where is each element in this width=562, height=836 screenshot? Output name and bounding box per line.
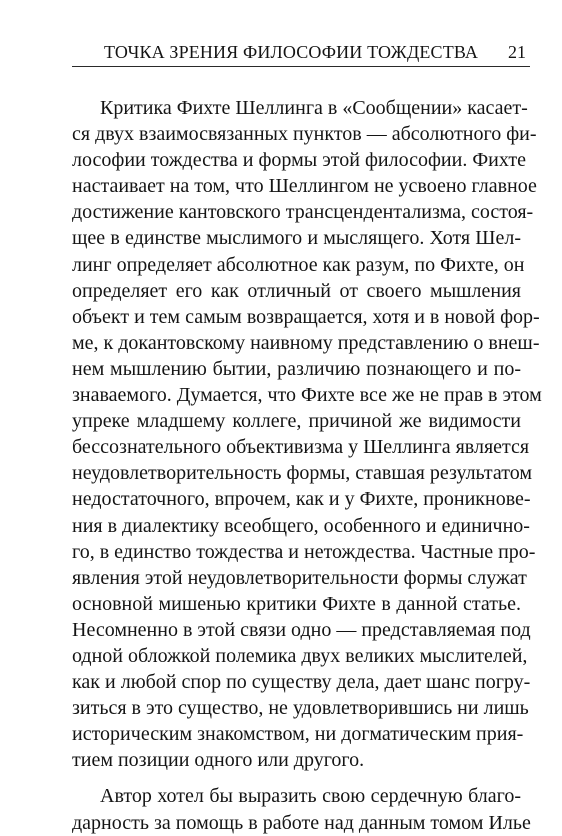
text-line: упреке младшему коллеге, причиной же видимости: [72, 410, 521, 433]
text-line: ме, к докантовскому наивному представлению о внеш-: [72, 331, 540, 354]
paragraph-2: [72, 783, 531, 835]
text-line: недостаточного, впрочем, как и у Фихте, проникнове-: [72, 488, 531, 511]
running-head: [72, 42, 530, 68]
text-line: щее в единстве мыслимого и мыслящего. Хотя Шел-: [72, 227, 521, 250]
text-line: дарность за помощь в работе над данным томом Илье: [72, 811, 531, 834]
body-text: [72, 95, 542, 836]
text-line: историческим знакомством, ни догматическим прия-: [72, 723, 524, 746]
text-line: достижение кантовского трансцендентализма, состоя-: [72, 201, 534, 224]
text-line: линг определяет абсолютное как разум, по Фихте, он: [72, 253, 525, 276]
text-line: зиться в это существо, не удовлетворившись ни лишь: [72, 697, 529, 720]
text-line: бессознательного объективизма у Шеллинга является: [72, 436, 530, 459]
text-line: объект и тем самым возвращается, хотя и в новой фор-: [72, 305, 540, 328]
header-rule: [72, 66, 530, 67]
text-line: как и любой спор по существу дела, дает шанс погру-: [72, 671, 531, 694]
page-number: 21: [508, 42, 526, 62]
text-line: Критика Фихте Шеллинга в «Сообщении» касает-: [100, 97, 528, 119]
text-line: тием позиции одного или другого.: [72, 749, 365, 772]
paragraph-1: [72, 95, 542, 773]
text-line: го, в единство тождества и нетождества. Частные про-: [72, 540, 536, 563]
running-title: ТОЧКА ЗРЕНИЯ ФИЛОСОФИИ ТОЖДЕСТВА: [104, 42, 479, 62]
text-line: основной мишенью критики Фихте в данной статье.: [72, 592, 521, 615]
text-line: ния в диалектику всеобщего, особенного и единично-: [72, 514, 530, 537]
text-line: одной обложкой полемика двух великих мыслителей,: [72, 644, 528, 667]
text-line: нем мышлению бытии, различию познающего и по-: [72, 357, 521, 380]
text-line: определяет его как отличный от своего мышления: [72, 279, 521, 302]
text-line: настаивает на том, что Шеллингом не усвоено главное: [72, 175, 537, 198]
text-line: Автор хотел бы выразить свою сердечную благо-: [100, 785, 521, 808]
paragraph-gap: [72, 773, 521, 783]
text-line: Несомненно в этой связи одно — представляемая под: [72, 618, 531, 641]
text-line: лософии тождества и формы этой философии. Фихте: [72, 149, 526, 172]
text-line: ся двух взаимосвязанных пунктов — абсолютного фи-: [72, 123, 537, 146]
text-line: знаваемого. Думается, что Фихте все же не прав в этом: [72, 384, 542, 407]
text-line: неудовлетворительность формы, ставшая результатом: [72, 462, 533, 485]
text-line: явления этой неудовлетворительности формы служат: [72, 566, 527, 589]
